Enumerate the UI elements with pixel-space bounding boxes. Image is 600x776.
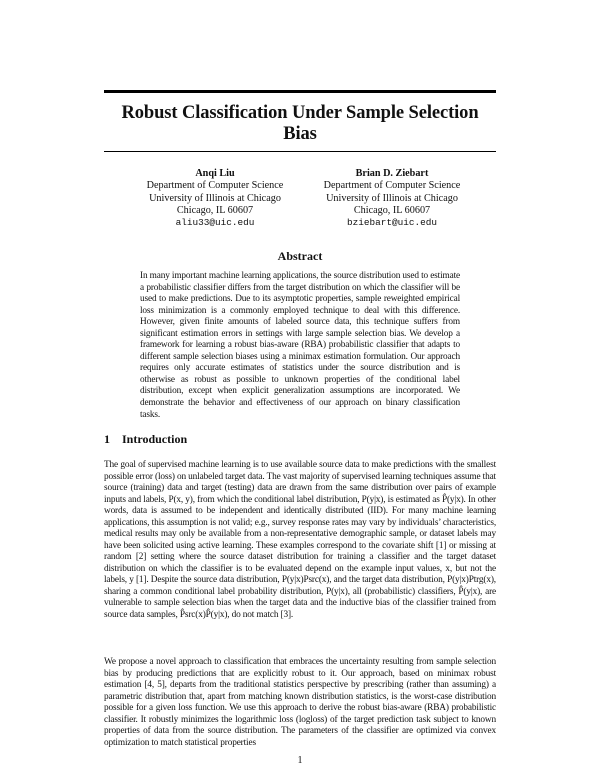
author-university: University of Illinois at Chicago — [326, 192, 458, 204]
author-block-1 — [135, 168, 295, 229]
title-top-rule — [104, 90, 496, 93]
author-city: Chicago, IL 60607 — [353, 204, 431, 216]
title-bottom-rule — [104, 151, 496, 152]
section-number: 1 — [104, 432, 110, 446]
author-block-2 — [306, 168, 478, 229]
author-university: University of Illinois at Chicago — [149, 192, 281, 204]
author-department: Department of Computer Science — [146, 180, 284, 192]
abstract-heading: Abstract — [277, 249, 323, 263]
author-department: Department of Computer Science — [323, 180, 461, 192]
paper-title: Robust Classification Under Sample Selection Bias — [121, 103, 479, 144]
author-email: aliu33@uic.edu — [175, 217, 255, 229]
author-name: Brian D. Ziebart — [355, 168, 429, 179]
section-heading — [104, 432, 496, 447]
abstract-text: In many important machine learning applications, the source distribution used to estimate a probabilistic classifier differs from the target distribution on which the classifier will be used to make predictions. Due to its asymptotic properties, sample reweighted empirical loss minimization is a commonly employed technique to deal with this difference. However, given finite amounts of labeled source data, this technique suffers from significant estimation errors in settings with large sample selection bias. We develop a framework for learning a robust bias-aware (RBA) probabilistic classifier that adapts to different sample selection biases using a minimax estimation formulation. Our approach requires only accurate estimates of statistics under the source distribution and is otherwise as robust as possible to unknown properties of the conditional label distribution, except when explicit generalization assumptions are incorporated. We demonstrate the behavior and effectiveness of our approach on binary classification tasks. — [140, 271, 460, 420]
section-title: Introduction — [122, 432, 188, 446]
body-paragraph: We propose a novel approach to classification that embraces the uncertainty resulting from sample selection bias by producing predictions that are explicitly robust to it. Our approach, based on minimax robust estimation [4, 5], departs from the traditional statistics perspective by prescribing (rather than assuming) a parametric distribution that, apart from matching known distribution statistics, is the worst-case distribution possible for a given loss function. We use this approach to derive the robust bias-aware (RBA) probabilistic classifier. It robustly minimizes the logarithmic loss (logloss) of the target prediction task subject to known properties of data from the source distribution. The parameters of the classifier are optimized via convex optimization to match statistical properties — [104, 657, 496, 748]
author-email: bziebart@uic.edu — [346, 217, 437, 229]
body-paragraph: The goal of supervised machine learning is to use available source data to make predictions with the smallest possible error (loss) on unlabeled target data. The vast majority of supervised learning techniques assume that source (training) data and target (testing) data are drawn from the same distribution over pairs of example inputs and labels, P(x, y), from which the conditional label distribution, P(y|x), is estimated as P̂(y|x). In other words, data is assumed to be independent and identically distributed (IID). For many machine learning applications, this assumption is not valid; e.g., survey response rates may vary by individuals’ characteristics, medical results may only be available from a non-representative demographic sample, or dataset labels may have been solicited using active learning. These examples correspond to the covariate shift [1] or missing at random [2] setting where the source dataset distribution for training a classifier and the target dataset distribution on which the classifier is to be evaluated depend on the example input values, x, but not the labels, y [1]. Despite the source data distribution, P(y|x)Psrc(x), and the target data distribution, P(y|x)Ptrg(x), sharing a common conditional label probability distribution, P(y|x), all (probabilistic) classifiers, P̂(y|x), are vulnerable to sample selection bias when the target data and the inductive bias of the classifier trained from source data samples, P̂src(x)P̂(y|x), do not match [3]. — [104, 460, 496, 620]
author-city: Chicago, IL 60607 — [176, 204, 254, 216]
page-number: 1 — [297, 755, 303, 766]
author-name: Anqi Liu — [195, 168, 235, 179]
